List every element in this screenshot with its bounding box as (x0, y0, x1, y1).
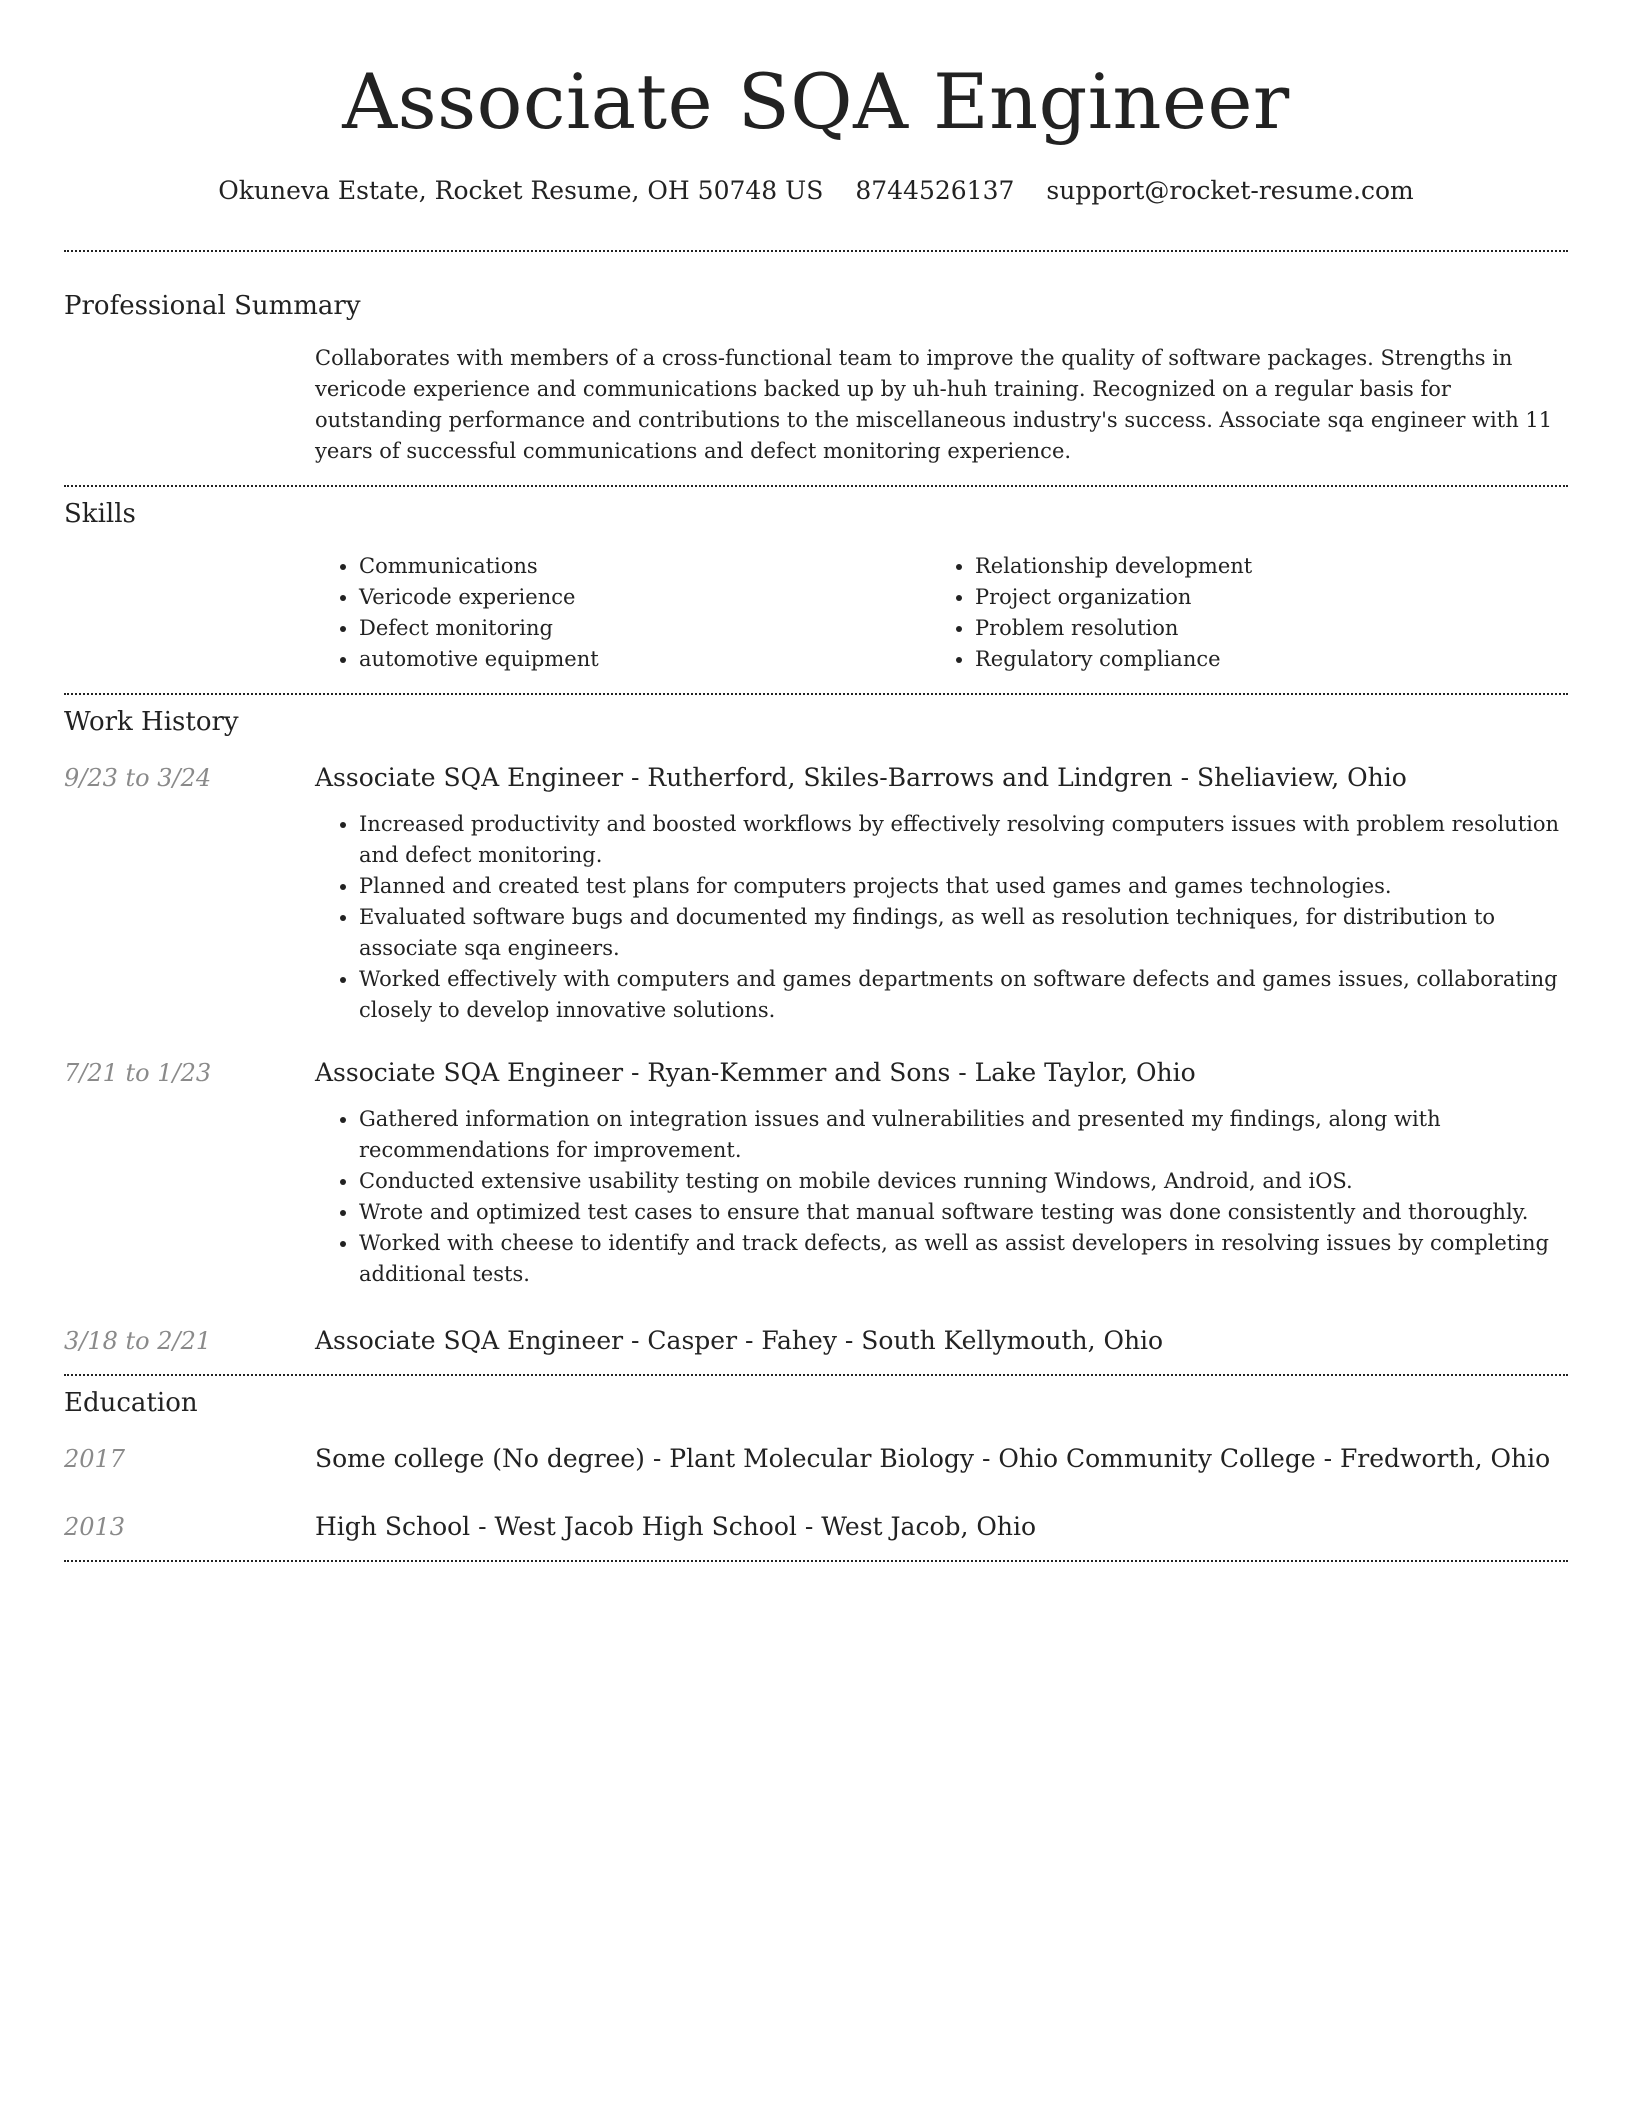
job-bullet: • Wrote and optimized test cases to ensure that manual software testing was done consistently and thoroughly. (359, 1197, 1568, 1228)
skill-item: • Problem resolution (975, 613, 1252, 644)
summary-text: Collaborates with members of a cross-functional team to improve the quality of software packages. Strengths in vericode experience and communications backed up by uh-huh training. Recognized on a regular basis for outstanding performance and contributions to the miscellaneous industry's success. Associate sqa engineer with 11 years of successful communications and defect monitoring experience. (315, 346, 1553, 463)
skills-title: Skills (64, 499, 136, 529)
job-heading: Associate SQA Engineer - Ryan-Kemmer and Sons - Lake Taylor, Ohio (315, 1058, 1196, 1087)
job-dates: 7/21 to 1/23 (64, 1059, 212, 1087)
summary-title: Professional Summary (64, 291, 361, 321)
education-year: 2017 (64, 1445, 126, 1473)
skill-item: • Defect monitoring (359, 613, 931, 644)
work-history-title: Work History (64, 707, 239, 737)
divider (64, 1374, 1568, 1376)
education-text: High School - West Jacob High School - West Jacob, Ohio (315, 1512, 1037, 1541)
job-entry (64, 1324, 1568, 1358)
education-entry (64, 1442, 1568, 1476)
contact-line (64, 174, 1568, 208)
job-heading: Associate SQA Engineer - Rutherford, Skiles-Barrows and Lindgren - Sheliaview, Ohio (315, 763, 1407, 792)
skills-list-left (315, 551, 931, 675)
contact-email[interactable]: support@rocket-resume.com (1046, 176, 1414, 205)
education-section (64, 1386, 1568, 1544)
job-bullet: • Gathered information on integration issues and vulnerabilities and presented my findings, along with recommendations for improvement. (359, 1104, 1568, 1166)
work-history-section (64, 705, 1568, 1358)
summary-section (64, 289, 1568, 467)
skill-item: • Project organization (975, 582, 1252, 613)
education-entry (64, 1510, 1568, 1544)
skill-item: • Relationship development (975, 551, 1252, 582)
divider (64, 693, 1568, 695)
skill-item: • Vericode experience (359, 582, 931, 613)
job-entry (64, 1056, 1568, 1290)
education-text: Some college (No degree) - Plant Molecular Biology - Ohio Community College - Fredworth, Ohio (315, 1444, 1551, 1473)
skill-item: • Regulatory compliance (975, 644, 1252, 675)
job-bullet: • Worked with cheese to identify and track defects, as well as assist developers in resolving issues by completing additional tests. (359, 1228, 1568, 1290)
job-bullet: • Evaluated software bugs and documented my findings, as well as resolution techniques, for distribution to associate sqa engineers. (359, 902, 1568, 964)
job-bullet: • Conducted extensive usability testing on mobile devices running Windows, Android, and iOS. (359, 1166, 1568, 1197)
skill-item: • Communications (359, 551, 931, 582)
education-title: Education (64, 1388, 198, 1418)
skills-section (64, 497, 1568, 675)
job-bullet: • Increased productivity and boosted workflows by effectively resolving computers issues with problem resolution and defect monitoring. (359, 809, 1568, 871)
job-entry (64, 761, 1568, 1026)
skill-item: • automotive equipment (359, 644, 931, 675)
job-bullets (315, 809, 1568, 1026)
job-bullet: • Planned and created test plans for computers projects that used games and games technologies. (359, 871, 1568, 902)
job-heading: Associate SQA Engineer - Casper - Fahey - South Kellymouth, Ohio (315, 1326, 1164, 1355)
divider (64, 250, 1568, 252)
contact-address: Okuneva Estate, Rocket Resume, OH 50748 US (218, 176, 824, 205)
job-bullets (315, 1104, 1568, 1290)
job-bullet: • Worked effectively with computers and games departments on software defects and games issues, collaborating closely to develop innovative solutions. (359, 964, 1568, 1026)
job-dates: 9/23 to 3/24 (64, 764, 212, 792)
skills-list-right (931, 551, 1252, 675)
resume-name: Associate SQA Engineer (342, 57, 1290, 146)
education-year: 2013 (64, 1513, 126, 1541)
divider (64, 485, 1568, 487)
divider (64, 1560, 1568, 1562)
job-dates: 3/18 to 2/21 (64, 1327, 212, 1355)
contact-phone: 8744526137 (855, 176, 1015, 205)
